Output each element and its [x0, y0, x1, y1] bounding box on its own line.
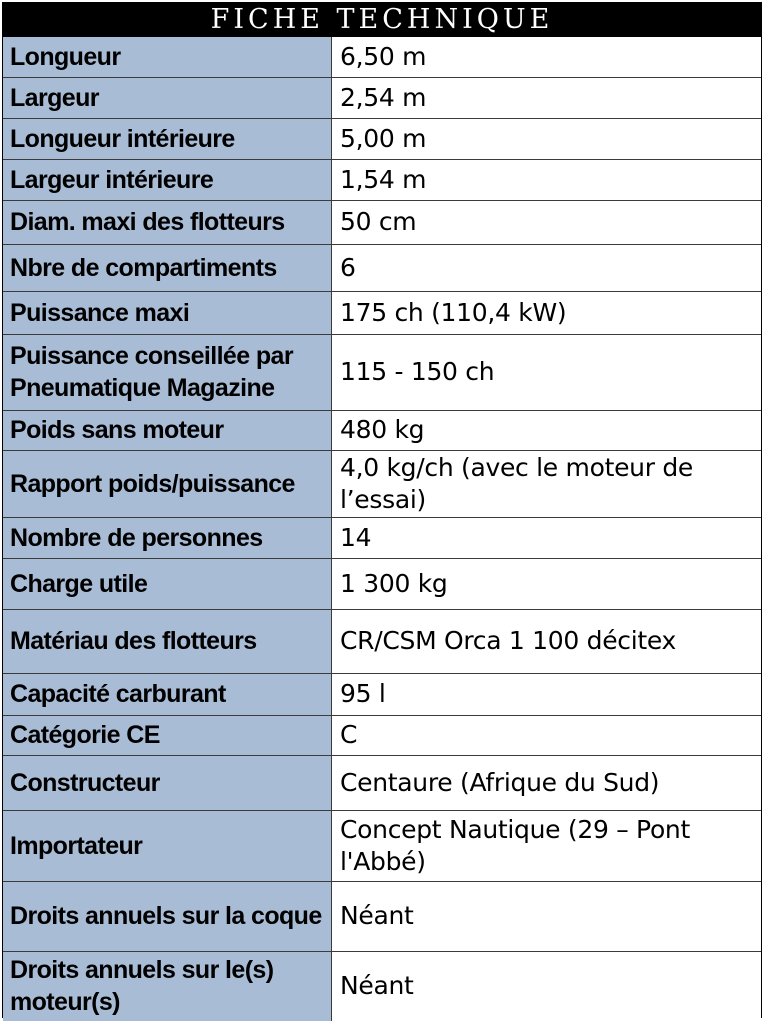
row-value: Concept Nautique (29 – Pont l'Abbé) [332, 810, 762, 881]
row-value: 50 cm [332, 200, 762, 244]
row-value: 1 300 kg [332, 558, 762, 609]
row-value: 1,54 m [332, 159, 762, 200]
row-label: Puissance conseillée par Pneumatique Magazine [3, 334, 332, 410]
row-label: Diam. maxi des flotteurs [3, 200, 332, 244]
row-label: Nbre de compartiments [3, 244, 332, 291]
row-value: Néant [332, 881, 762, 951]
row-label: Constructeur [3, 755, 332, 810]
table-row [3, 810, 761, 881]
table-row [3, 244, 761, 291]
spec-sheet [2, 2, 762, 1018]
table-row [3, 77, 761, 118]
row-label: Longueur [3, 37, 332, 77]
row-value: C [332, 715, 762, 755]
table-row [3, 558, 761, 609]
row-label: Matériau des flotteurs [3, 609, 332, 673]
row-label: Largeur [3, 77, 332, 118]
row-value: 115 - 150 ch [332, 334, 762, 410]
row-value: 6 [332, 244, 762, 291]
row-value: 2,54 m [332, 77, 762, 118]
sheet-title: FICHE TECHNIQUE [3, 3, 761, 37]
row-value: 480 kg [332, 410, 762, 450]
row-label: Nombre de personnes [3, 517, 332, 558]
row-value: 175 ch (110,4 kW) [332, 291, 762, 334]
table-row [3, 715, 761, 755]
table-row [3, 334, 761, 410]
row-value: 14 [332, 517, 762, 558]
table-row [3, 673, 761, 715]
row-label: Catégorie CE [3, 715, 332, 755]
table-row [3, 881, 761, 951]
row-value: Centaure (Afrique du Sud) [332, 755, 762, 810]
row-value: Néant [332, 951, 762, 1021]
table-row [3, 159, 761, 200]
row-label: Capacité carburant [3, 673, 332, 715]
row-label: Largeur intérieure [3, 159, 332, 200]
row-label: Poids sans moteur [3, 410, 332, 450]
table-row [3, 200, 761, 244]
table-row [3, 755, 761, 810]
table-row [3, 291, 761, 334]
row-label: Rapport poids/puissance [3, 450, 332, 517]
row-label: Droits annuels sur le(s) moteur(s) [3, 951, 332, 1021]
table-row [3, 517, 761, 558]
row-value: 95 l [332, 673, 762, 715]
row-value: CR/CSM Orca 1 100 décitex [332, 609, 762, 673]
row-value: 4,0 kg/ch (avec le moteur de l’essai) [332, 450, 762, 517]
row-label: Droits annuels sur la coque [3, 881, 332, 951]
table-row [3, 951, 761, 1021]
row-label: Charge utile [3, 558, 332, 609]
table-row [3, 450, 761, 517]
table-row [3, 410, 761, 450]
table-row [3, 609, 761, 673]
row-label: Importateur [3, 810, 332, 881]
table-row [3, 37, 761, 77]
row-value: 6,50 m [332, 37, 762, 77]
spec-table [3, 37, 761, 1021]
row-label: Longueur intérieure [3, 118, 332, 159]
row-label: Puissance maxi [3, 291, 332, 334]
table-row [3, 118, 761, 159]
row-value: 5,00 m [332, 118, 762, 159]
